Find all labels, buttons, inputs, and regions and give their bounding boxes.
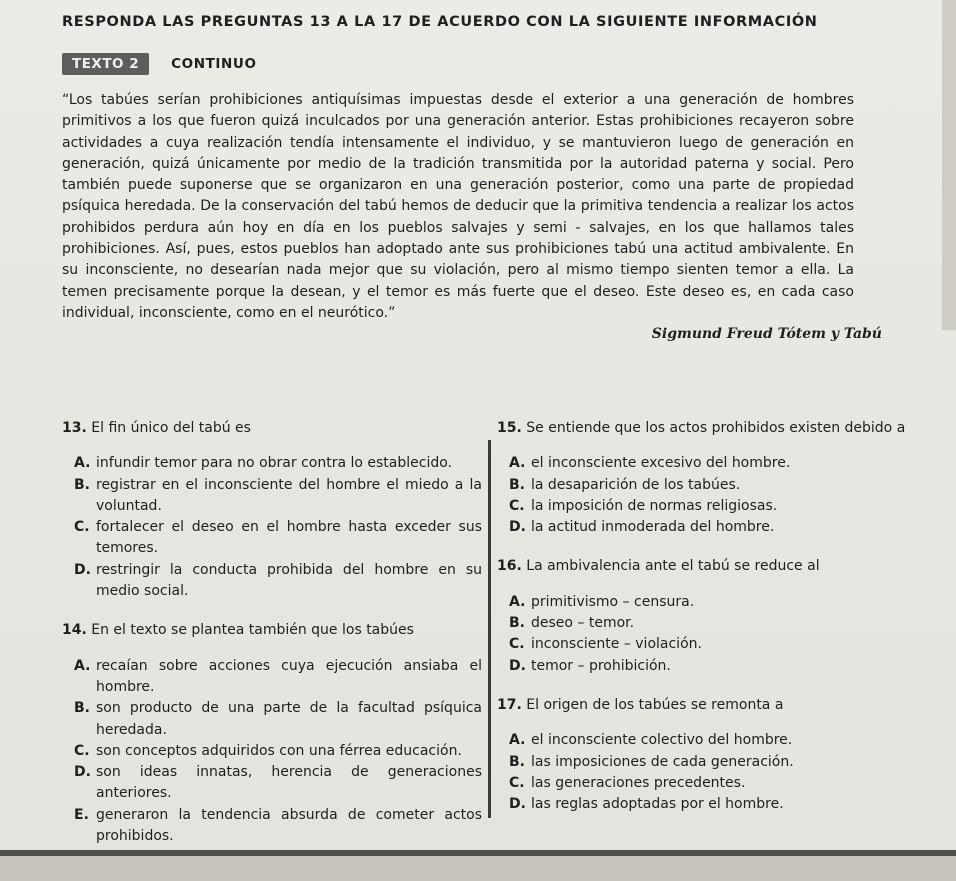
option-15-b[interactable]	[497, 475, 937, 496]
option-13-a[interactable]	[62, 453, 482, 474]
option-letter: D.	[74, 561, 91, 578]
option-text: la desaparición de los tabúes.	[531, 476, 741, 493]
option-14-c[interactable]	[62, 741, 482, 762]
option-letter: A.	[509, 732, 526, 749]
option-text: inconsciente – violación.	[531, 636, 702, 653]
instructions-heading: RESPONDA LAS PREGUNTAS 13 A LA 17 DE ACUERDO CON LA SIGUIENTE INFORMACIÓN	[62, 14, 818, 30]
option-text: restringir la conducta prohibida del hombre en su medio social.	[96, 561, 482, 600]
option-13-d[interactable]	[62, 560, 482, 603]
question-17	[497, 695, 937, 815]
option-14-e[interactable]	[62, 805, 482, 848]
option-16-a[interactable]	[497, 592, 937, 613]
page-edge-shadow	[942, 0, 956, 330]
question-number: 13.	[62, 420, 87, 436]
question-13	[62, 418, 482, 602]
question-stem: La ambivalencia ante el tabú se reduce al	[526, 558, 820, 575]
text-label-badge: TEXTO 2	[62, 53, 149, 75]
question-stem: El fin único del tabú es	[91, 420, 251, 436]
option-14-d[interactable]	[62, 762, 482, 805]
option-16-b[interactable]	[497, 613, 937, 634]
option-17-c[interactable]	[497, 773, 937, 794]
option-text: infundir temor para no obrar contra lo establecido.	[96, 455, 452, 472]
option-letter: B.	[509, 753, 525, 770]
question-number: 15.	[497, 420, 522, 436]
bottom-margin	[0, 856, 956, 881]
option-17-d[interactable]	[497, 794, 937, 815]
option-15-a[interactable]	[497, 453, 937, 474]
question-15	[497, 418, 937, 538]
option-letter: B.	[509, 615, 525, 632]
option-text: las imposiciones de cada generación.	[531, 753, 794, 770]
question-16	[497, 556, 937, 676]
option-text: las reglas adoptadas por el hombre.	[531, 796, 784, 813]
option-14-a[interactable]	[62, 656, 482, 699]
option-17-a[interactable]	[497, 730, 937, 751]
option-16-c[interactable]	[497, 634, 937, 655]
option-text: la actitud inmoderada del hombre.	[531, 519, 775, 536]
question-stem: En el texto se plantea también que los tabúes	[91, 622, 414, 639]
text-type-row	[62, 52, 257, 76]
option-letter: C.	[509, 636, 525, 653]
option-text: son ideas innatas, herencia de generaciones anteriores.	[96, 764, 482, 802]
option-letter: A.	[74, 455, 91, 472]
question-number: 16.	[497, 558, 522, 575]
option-14-b[interactable]	[62, 698, 482, 741]
option-text: son producto de una parte de la facultad psíquica heredada.	[96, 700, 482, 738]
questions-left-column	[62, 418, 482, 847]
column-divider	[488, 440, 491, 818]
option-text: recaían sobre acciones cuya ejecución ansiaba el hombre.	[96, 657, 482, 695]
option-letter: A.	[509, 455, 526, 472]
option-letter: D.	[509, 796, 526, 813]
option-13-b[interactable]	[62, 475, 482, 518]
option-text: el inconsciente excesivo del hombre.	[531, 455, 791, 472]
option-text: el inconsciente colectivo del hombre.	[531, 732, 793, 749]
option-text: generaron la tendencia absurda de cometer actos prohibidos.	[96, 806, 482, 845]
reading-passage: “Los tabúes serían prohibiciones antiquísimas impuestas desde el exterior a una generación de hombres primitivos a los que fueron quizá inculcados por una generación anterior. Estas prohibiciones recayeron sobre actividades a cuya realización tendía intensamente el individuo, y se mantuvieron luego de generación en generación, quizá únicamente por medio de la tradición transmitida por la autoridad paterna y social. Pero también puede suponerse que se organizaron en una generación posterior, como una parte de propiedad psíquica heredada. De la conservación del tabú hemos de deducir que la primitiva tendencia a realizar los actos prohibidos perdura aún hoy en día en los pueblos salvajes y semi - salvajes, en los que hallamos tales prohibiciones. Así, pues, estos pueblos han adoptado ante sus prohibiciones tabú una actitud ambivalente. En su inconsciente, no desearían nada mejor que su violación, pero al mismo tiempo sienten temor a ella. La temen precisamente porque la desean, y el temor es más fuerte que el deseo. Este deseo es, en cada caso individual, inconsciente, como en el neurótico.”	[62, 92, 854, 321]
option-15-d[interactable]	[497, 517, 937, 538]
question-number: 17.	[497, 696, 522, 713]
option-letter: D.	[74, 764, 91, 781]
option-text: son conceptos adquiridos con una férrea educación.	[96, 742, 462, 759]
option-letter: B.	[74, 700, 90, 717]
option-letter: C.	[74, 519, 90, 536]
option-letter: D.	[509, 657, 526, 674]
option-letter: C.	[74, 742, 90, 759]
option-text: fortalecer el deseo en el hombre hasta exceder sus temores.	[96, 519, 482, 557]
question-stem: Se entiende que los actos prohibidos existen debido a	[526, 420, 906, 436]
question-14	[62, 620, 482, 847]
option-letter: D.	[509, 519, 526, 536]
option-letter: A.	[509, 593, 526, 610]
text-type-label: CONTINUO	[171, 56, 257, 72]
question-stem: El origen de los tabúes se remonta a	[526, 696, 784, 713]
option-letter: A.	[74, 657, 91, 674]
option-16-d[interactable]	[497, 656, 937, 677]
option-13-c[interactable]	[62, 517, 482, 560]
option-17-b[interactable]	[497, 752, 937, 773]
passage-citation: Sigmund Freud Tótem y Tabú	[651, 326, 882, 342]
option-letter: B.	[509, 476, 525, 493]
option-letter: E.	[74, 806, 89, 823]
question-number: 14.	[62, 622, 87, 639]
option-text: primitivismo – censura.	[531, 593, 695, 610]
option-text: deseo – temor.	[531, 615, 635, 632]
option-letter: C.	[509, 774, 525, 791]
option-letter: C.	[509, 497, 525, 514]
option-text: registrar en el inconsciente del hombre el miedo a la voluntad.	[96, 476, 482, 514]
option-text: las generaciones precedentes.	[531, 774, 746, 791]
option-15-c[interactable]	[497, 496, 937, 517]
option-letter: B.	[74, 476, 90, 493]
option-text: temor – prohibición.	[531, 657, 671, 674]
option-text: la imposición de normas religiosas.	[531, 497, 778, 514]
questions-right-column	[497, 418, 937, 815]
